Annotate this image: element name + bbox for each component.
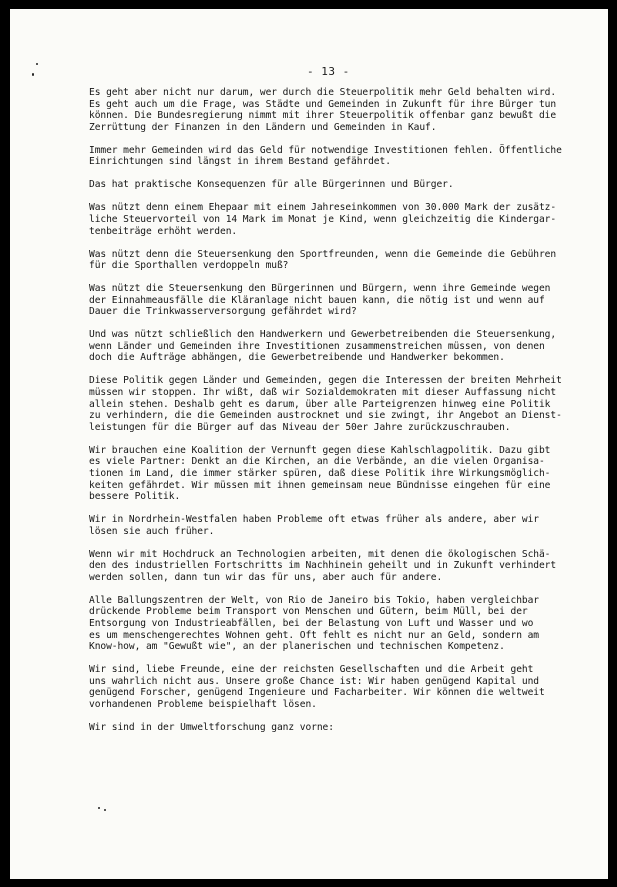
scan-speck	[36, 63, 38, 65]
paragraph	[89, 595, 569, 653]
text-line: Wir in Nordrhein-Westfalen haben Probleme oft etwas früher als andere, aber wir	[89, 514, 539, 526]
text-line: Immer mehr Gemeinden wird das Geld für notwendige Investitionen fehlen. Öffentliche	[89, 144, 562, 156]
text-line: doch die Aufträge abhängen, die Gewerbetreibende und Handwerker bekommen.	[89, 352, 505, 364]
text-line: Dauer die Trinkwasserversorgung gefährdet wird?	[89, 306, 357, 318]
text-line: Entsorgung von Industrieabfällen, bei der Belastung von Luft und Wasser und wo	[89, 618, 534, 630]
scan-speck	[32, 73, 34, 76]
text-line: Das hat praktische Konsequenzen für alle Bürgerinnen und Bürger.	[89, 179, 454, 191]
text-line: drückende Probleme beim Transport von Menschen und Gütern, beim Müll, bei der	[89, 606, 528, 618]
text-line: Und was nützt schließlich den Handwerkern und Gewerbetreibenden die Steuersenkung,	[89, 329, 557, 341]
text-line: Wir brauchen eine Koalition der Vernunft gegen diese Kahlschlagpolitik. Dazu gibt	[89, 444, 551, 456]
text-line: vorhandenen Probleme beispielhaft lösen.	[89, 699, 317, 711]
paragraph	[89, 249, 569, 272]
scan-speck	[98, 807, 100, 809]
text-line: uns wahrlich nicht aus. Unsere große Chance ist: Wir haben genügend Kapital und	[89, 675, 539, 687]
text-line: Es geht auch um die Frage, was Städte und Gemeinden in Zukunft für ihre Bürger tun	[89, 98, 557, 110]
text-line: Wenn wir mit Hochdruck an Technologien arbeiten, mit denen die ökologischen Schä-	[89, 548, 551, 560]
paragraph	[89, 445, 569, 503]
text-line: genügend Forscher, genügend Ingenieure und Facharbeiter. Wir können die weltweit	[89, 687, 545, 699]
paragraph	[89, 722, 569, 734]
text-line: tionen im Land, die immer stärker spüren, daß diese Politik ihre Wirkungsmöglich-	[89, 467, 551, 479]
text-line: Wir sind in der Umweltforschung ganz vorne:	[89, 722, 334, 734]
text-line: liche Steuervorteil von 14 Mark im Monat je Kind, wenn gleichzeitig die Kindergar-	[89, 213, 557, 225]
text-line: bessere Politik.	[89, 491, 181, 503]
paragraph	[89, 283, 569, 318]
text-line: den des industriellen Fortschritts im Nachhinein geheilt und in Zukunft verhindert	[89, 560, 557, 572]
text-line: es viele Partner: Denkt an die Kirchen, an die Verbände, an die vielen Organisa-	[89, 456, 545, 468]
text-line: zu verhindern, die die Gemeinden austrocknet und sie zwingt, ihr Angebot an Dienst-	[89, 410, 562, 422]
text-line: keiten gefährdet. Wir müssen mit ihnen gemeinsam neue Bündnisse eingehen für eine	[89, 479, 551, 491]
text-line: müssen wir stoppen. Ihr wißt, daß wir Sozialdemokraten mit dieser Auffassung nicht	[89, 387, 557, 399]
text-line: Einrichtungen sind längst in ihrem Bestand gefährdet.	[89, 156, 391, 168]
paragraph	[89, 202, 569, 237]
text-line: Was nützt denn einem Ehepaar mit einem Jahreseinkommen von 30.000 Mark der zusätz-	[89, 202, 557, 214]
text-line: Know-how, am "Gewußt wie", an der planerischen und technischen Kompetenz.	[89, 641, 505, 653]
paragraph	[89, 664, 569, 710]
text-line: es um menschengerechtes Wohnen geht. Oft fehlt es nicht nur an Geld, sondern am	[89, 629, 539, 641]
text-line: lösen sie auch früher.	[89, 525, 215, 537]
text-line: Alle Ballungszentren der Welt, von Rio de Janeiro bis Tokio, haben vergleichbar	[89, 594, 539, 606]
text-line: tenbeiträge erhöht werden.	[89, 225, 238, 237]
text-line: Diese Politik gegen Länder und Gemeinden, gegen die Interessen der breiten Mehrheit	[89, 375, 562, 387]
page-number: - 13 -	[307, 65, 350, 78]
paragraph	[89, 375, 569, 433]
paragraph	[89, 514, 569, 537]
paragraph	[89, 179, 569, 191]
paragraph	[89, 145, 569, 168]
paragraph	[89, 87, 569, 133]
text-line: für die Sporthallen verdoppeln muß?	[89, 260, 289, 272]
text-line: können. Die Bundesregierung nimmt mit ihrer Steuerpolitik offenbar ganz bewußt die	[89, 110, 557, 122]
text-line: Was nützt die Steuersenkung den Bürgerinnen und Bürgern, wenn ihre Gemeinde wegen	[89, 283, 551, 295]
text-line: leistungen für die Bürger auf das Niveau der 50er Jahre zurückzuschrauben.	[89, 421, 511, 433]
text-line: Was nützt denn die Steuersenkung den Sportfreunden, wenn die Gemeinde die Gebühren	[89, 248, 557, 260]
scan-speck	[104, 809, 106, 811]
document-page	[10, 9, 608, 879]
text-line: wenn Länder und Gemeinden ihre Investitionen zusammenstreichen müssen, von denen	[89, 340, 545, 352]
paragraph	[89, 329, 569, 364]
text-line: Wir sind, liebe Freunde, eine der reichsten Gesellschaften und die Arbeit geht	[89, 664, 534, 676]
text-line: Es geht aber nicht nur darum, wer durch die Steuerpolitik mehr Geld behalten wird.	[89, 87, 557, 98]
text-line: werden sollen, dann tun wir das für uns, aber auch für andere.	[89, 571, 443, 583]
text-line: Zerrüttung der Finanzen in den Ländern und Gemeinden in Kauf.	[89, 121, 437, 133]
text-line: der Einnahmeausfälle die Kläranlage nicht bauen kann, die nötig ist und wenn auf	[89, 294, 545, 306]
paragraph	[89, 549, 569, 584]
text-line: allein stehen. Deshalb geht es darum, über alle Parteigrenzen hinweg eine Politik	[89, 398, 551, 410]
body-text	[89, 87, 569, 745]
